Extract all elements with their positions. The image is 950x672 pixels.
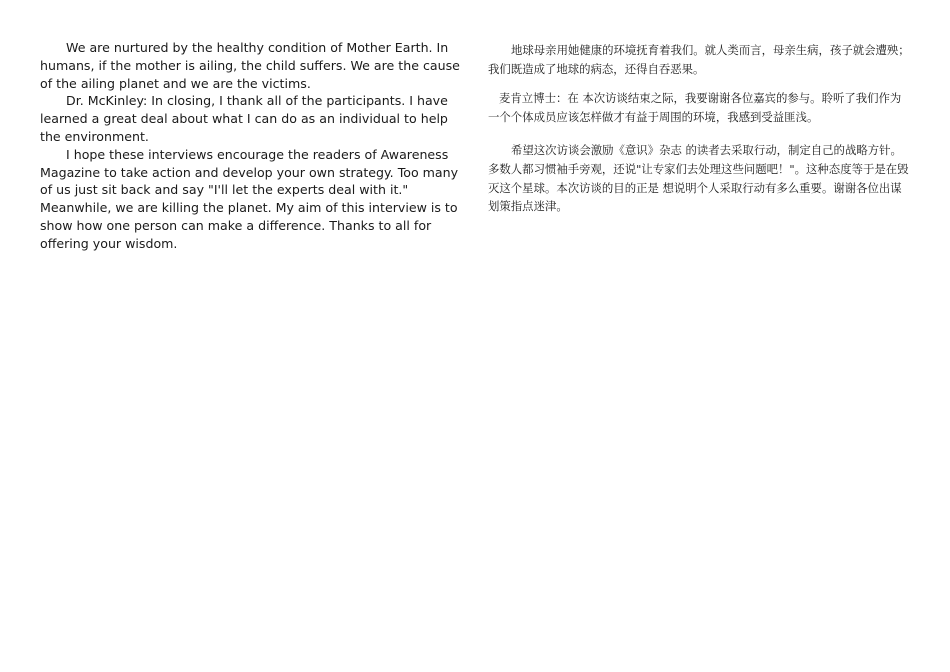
chinese-paragraph-1: 地球母亲用她健康的环境抚育着我们。就人类而言，母亲生病，孩子就会遭殃；我们既造成了地球的病态，还得自吞恶果。 [488, 43, 910, 76]
english-paragraph-1: We are nurtured by the healthy condition of Mother Earth. In humans, if the mother is ailing, the child suffers. We are the cause of the ailing planet and we are the victims. [40, 40, 460, 91]
chinese-paragraph-2: 麦肯立博士：在 本次访谈结束之际，我要谢谢各位嘉宾的参与。聆听了我们作为一个个体成员应该怎样做才有益于周围的环境，我感到受益匪浅。 [488, 91, 902, 124]
english-paragraph-3: I hope these interviews encourage the readers of Awareness Magazine to take action and develop your own strategy. Too many of us just sit back and say "I'll let the experts deal with it." Meanwhile, we are killing the planet. My aim of this interview is to show how one person can make a difference. Thanks to all for offering your wisdom. [40, 146, 459, 251]
chinese-column [488, 41, 912, 216]
english-paragraph-2: Dr. McKinley: In closing, I thank all of the participants. I have learned a great deal about what I can do as an individual to help the environment. [40, 93, 448, 144]
chinese-paragraph-3: 希望这次访谈会激励《意识》杂志 的读者去采取行动，制定自己的战略方针。多数人都习惯袖手旁观，还说"让专家们去处理这些问题吧！"。这种态度等于是在毁灭这个星球。本次访谈的目的正是 想说明个人采取行动有多么重要。谢谢各位出谋划策指点迷津。 [488, 143, 909, 214]
english-column [40, 39, 466, 253]
